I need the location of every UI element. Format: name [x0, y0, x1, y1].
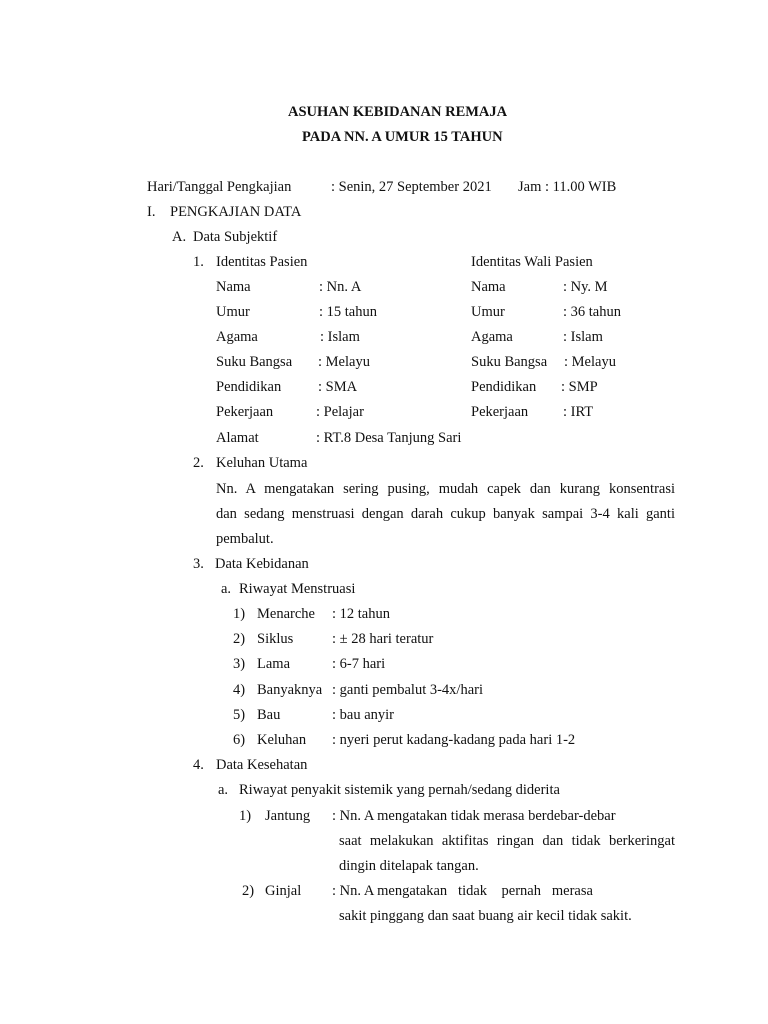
- field-label: Umur: [216, 304, 250, 320]
- menstrual-label: Bau: [257, 707, 281, 723]
- kidney-label: Ginjal: [265, 883, 302, 899]
- menstrual-history-heading: Riwayat Menstruasi: [239, 581, 356, 597]
- menstrual-value: : 6-7 hari: [332, 656, 386, 672]
- list-number: 3): [233, 656, 246, 672]
- field-label: Umur: [471, 304, 505, 320]
- field-value: : Nn. A: [319, 279, 362, 295]
- field-value: : Islam: [563, 329, 603, 345]
- subsection-title: Data Subjektif: [193, 229, 278, 245]
- field-label: Pekerjaan: [216, 404, 274, 420]
- field-label: Nama: [216, 279, 251, 295]
- field-value: : SMP: [561, 379, 598, 395]
- menstrual-label: Keluhan: [257, 732, 307, 748]
- kidney-text-line: sakit pinggang dan saat buang air kecil tidak sakit.: [339, 908, 632, 924]
- list-number: 2): [233, 631, 246, 647]
- field-value: : Ny. M: [563, 279, 608, 295]
- document-subtitle: PADA NN. A UMUR 15 TAHUN: [302, 129, 503, 145]
- menstrual-value: : nyeri perut kadang-kadang pada hari 1-2: [332, 732, 576, 748]
- date-value: : Senin, 27 September 2021: [331, 179, 492, 195]
- menstrual-value: : ganti pembalut 3-4x/hari: [332, 682, 484, 698]
- item-number: 4.: [193, 757, 204, 773]
- section-number: I.: [147, 204, 156, 220]
- menstrual-value: : ± 28 hari teratur: [332, 631, 434, 647]
- field-value: : SMA: [318, 379, 358, 395]
- list-number: 6): [233, 732, 246, 748]
- menstrual-label: Siklus: [257, 631, 294, 647]
- subitem-letter: a.: [218, 782, 229, 798]
- time-value: Jam : 11.00 WIB: [518, 179, 617, 195]
- field-value: : Melayu: [318, 354, 370, 370]
- menstrual-label: Menarche: [257, 606, 315, 622]
- heart-label: Jantung: [265, 808, 311, 824]
- field-label: Suku Bangsa: [471, 354, 548, 370]
- field-label: Nama: [471, 279, 506, 295]
- obstetric-data-heading: Data Kebidanan: [215, 556, 309, 572]
- guardian-identity-heading: Identitas Wali Pasien: [471, 254, 593, 270]
- kidney-text-line: : Nn. A mengatakan tidak pernah merasa: [332, 883, 593, 899]
- complaint-line: Nn. A mengatakan sering pusing, mudah capek dan kurang konsentrasi: [216, 481, 675, 497]
- date-label: Hari/Tanggal Pengkajian: [147, 179, 292, 195]
- menstrual-value: : 12 tahun: [332, 606, 390, 622]
- field-value: : Islam: [320, 329, 360, 345]
- field-value: : 15 tahun: [319, 304, 377, 320]
- subitem-letter: a.: [221, 581, 232, 597]
- field-label: Alamat: [216, 430, 259, 446]
- heart-text-line: dingin ditelapak tangan.: [339, 858, 479, 874]
- heart-text-line: : Nn. A mengatakan tidak merasa berdebar-debar: [332, 808, 616, 824]
- complaint-heading: Keluhan Utama: [216, 455, 308, 471]
- field-label: Suku Bangsa: [216, 354, 293, 370]
- field-label: Pendidikan: [471, 379, 537, 395]
- list-number: 5): [233, 707, 246, 723]
- document-title: ASUHAN KEBIDANAN REMAJA: [288, 104, 508, 120]
- subsection-number: A.: [172, 229, 187, 245]
- section-title: PENGKAJIAN DATA: [170, 204, 302, 220]
- field-value: : IRT: [563, 404, 594, 420]
- health-data-heading: Data Kesehatan: [216, 757, 308, 773]
- field-value: : 36 tahun: [563, 304, 621, 320]
- item-number: 3.: [193, 556, 204, 572]
- field-label: Agama: [216, 329, 258, 345]
- field-value: : Pelajar: [316, 404, 364, 420]
- patient-identity-heading: Identitas Pasien: [216, 254, 308, 270]
- field-label: Agama: [471, 329, 513, 345]
- list-number: 1): [239, 808, 252, 824]
- complaint-line: dan sedang menstruasi dengan darah cukup banyak sampai 3-4 kali ganti: [216, 506, 675, 522]
- systemic-disease-heading: Riwayat penyakit sistemik yang pernah/sedang diderita: [239, 782, 560, 798]
- item-number: 2.: [193, 455, 204, 471]
- field-value: : Melayu: [564, 354, 616, 370]
- menstrual-value: : bau anyir: [332, 707, 395, 723]
- menstrual-label: Lama: [257, 656, 291, 672]
- field-label: Pekerjaan: [471, 404, 529, 420]
- list-number: 2): [242, 883, 255, 899]
- complaint-line: pembalut.: [216, 531, 274, 547]
- heart-text-line: saat melakukan aktifitas ringan dan tidak berkeringat: [339, 833, 675, 849]
- menstrual-label: Banyaknya: [257, 682, 323, 698]
- list-number: 1): [233, 606, 246, 622]
- list-number: 4): [233, 682, 246, 698]
- field-label: Pendidikan: [216, 379, 282, 395]
- item-number: 1.: [193, 254, 204, 270]
- field-value: : RT.8 Desa Tanjung Sari: [316, 430, 462, 446]
